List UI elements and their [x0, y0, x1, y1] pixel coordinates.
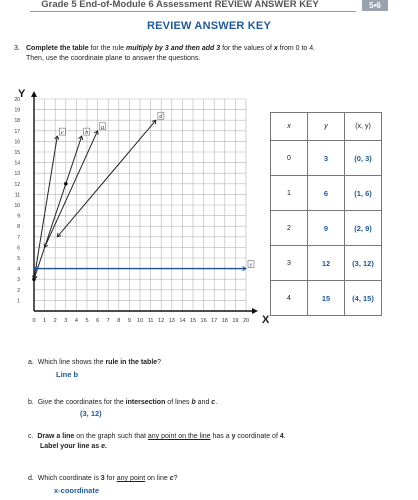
- instruction-text-3: from 0 to 4.: [277, 45, 316, 52]
- question-text: for: [104, 475, 117, 482]
- table-row: [271, 281, 382, 316]
- xy-table: [270, 112, 382, 316]
- x-tick-label: 11: [147, 318, 154, 324]
- y-tick-label: 18: [14, 118, 20, 125]
- answer-b: (3, 12): [80, 409, 102, 418]
- question-text: of lines: [165, 399, 192, 406]
- line-label: d: [159, 114, 163, 121]
- x-tick-label: 3: [64, 318, 68, 324]
- y-tick-label: 5: [17, 256, 20, 262]
- review-title: REVIEW ANSWER KEY: [146, 20, 271, 32]
- question-a: [28, 358, 161, 367]
- question-d: [28, 474, 178, 483]
- y-tick-label: 17: [14, 128, 20, 135]
- x-tick-label: 20: [242, 318, 250, 324]
- table-row: [271, 141, 382, 176]
- cell-y: 6: [308, 176, 345, 211]
- plot-lines: [32, 112, 254, 281]
- answer-a: Line b: [56, 370, 79, 379]
- question-text: ?: [173, 475, 178, 482]
- y-tick-label: 4: [17, 266, 20, 273]
- cell-pair: (2, 9): [345, 211, 382, 246]
- instruction-bold: Complete the table: [26, 45, 89, 52]
- x-tick-label: 4: [74, 318, 78, 324]
- line-e: [34, 261, 254, 271]
- question-bold: Label your line as: [40, 443, 102, 450]
- answer-d: x-coordinate: [54, 486, 100, 495]
- table-row: [271, 246, 382, 281]
- cell-x: 4: [271, 281, 308, 316]
- y-tick-label: 11: [14, 192, 20, 199]
- y-tick-label: 12: [14, 181, 20, 188]
- question-text: Which coordinate is: [37, 475, 101, 482]
- rule-part-1: multiply by 3: [125, 45, 169, 52]
- question-b: [28, 398, 217, 407]
- line-b: [33, 128, 90, 279]
- y-tick-label: 20: [14, 97, 20, 103]
- variable-x: x: [273, 45, 278, 52]
- cell-pair: (0, 3): [345, 141, 382, 176]
- line-label: c: [60, 130, 64, 137]
- y-tick-label: 7: [17, 234, 20, 241]
- question-text: has a: [210, 433, 232, 440]
- question-bold: Draw a line: [37, 433, 75, 440]
- table-header-row: [271, 113, 382, 141]
- problem-number: 3.: [14, 45, 20, 52]
- x-tick-label: 12: [158, 318, 165, 324]
- y-tick-label: 16: [14, 139, 20, 146]
- cell-y: 9: [308, 211, 345, 246]
- question-text: .: [283, 433, 286, 440]
- question-bold: 4: [279, 433, 284, 440]
- page-header: [0, 0, 418, 13]
- question-text: ?: [157, 359, 162, 366]
- x-tick-label: 8: [117, 318, 121, 324]
- cell-pair: (1, 6): [345, 176, 382, 211]
- x-tick-label: 0: [32, 318, 36, 324]
- y-axis-arrow: [31, 91, 37, 97]
- x-tick-label: 17: [211, 318, 218, 324]
- y-tick-label: 13: [14, 171, 20, 178]
- question-label: c.: [28, 433, 34, 440]
- cell-y: 15: [308, 281, 345, 316]
- problem-line-2: Then, use the coordinate plane to answer the questions.: [26, 55, 201, 62]
- question-bold: intersection: [125, 399, 166, 406]
- question-underline: any point on the line: [147, 433, 211, 440]
- x-tick-label: 6: [96, 318, 100, 324]
- module-badge: 5•6: [362, 0, 388, 11]
- line-c: [32, 128, 65, 279]
- x-tick-label: 14: [179, 318, 186, 324]
- series-line-a: [45, 131, 98, 248]
- x-tick-label: 7: [106, 318, 110, 324]
- line-ref-b: b: [191, 399, 196, 406]
- question-text: .: [215, 399, 218, 406]
- line-label: e: [249, 262, 253, 269]
- cell-x: 2: [271, 211, 308, 246]
- header-x: x: [271, 113, 308, 141]
- question-text: Which line shows the: [37, 359, 106, 366]
- line-ref-c: c: [211, 399, 216, 406]
- series-line-d: [57, 120, 156, 237]
- question-bold: 3: [100, 475, 105, 482]
- header-divider: [30, 11, 356, 12]
- y-tick-label: 10: [14, 203, 20, 209]
- line-label: a: [101, 124, 105, 131]
- x-tick-label: 16: [200, 318, 207, 324]
- x-tick-label: 10: [136, 318, 144, 324]
- x-tick-label: 1: [43, 318, 47, 324]
- cell-y: 12: [308, 246, 345, 281]
- question-label: d.: [28, 475, 34, 482]
- cell-y: 3: [308, 141, 345, 176]
- question-label: a.: [28, 359, 34, 366]
- line-label: b: [85, 130, 89, 137]
- x-tick-label: 5: [85, 318, 89, 324]
- cell-x: 0: [271, 141, 308, 176]
- cell-x: 1: [271, 176, 308, 211]
- x-tick-label: 15: [189, 318, 197, 324]
- y-axis-label: Y: [18, 88, 26, 100]
- y-tick-label: 2: [17, 287, 20, 294]
- cell-x: 3: [271, 246, 308, 281]
- y-tick-label: 8: [17, 224, 20, 231]
- question-text: on line: [145, 475, 170, 482]
- cell-pair: (3, 12): [345, 246, 382, 281]
- plotted-point: [64, 182, 68, 186]
- x-tick-label: 18: [221, 318, 228, 324]
- x-axis-label: X: [262, 314, 270, 326]
- x-tick-label: 19: [232, 318, 239, 324]
- question-text: Give the coordinates for the: [37, 399, 126, 406]
- line-ref-e: e: [101, 443, 105, 450]
- coordinate-plane: [0, 86, 280, 340]
- plotted-point: [32, 277, 36, 281]
- y-tick-label: 1: [17, 298, 20, 305]
- question-c-line-2: [40, 442, 107, 451]
- question-text: and: [195, 399, 212, 406]
- question-bold: .: [104, 443, 107, 450]
- plot-grid: [34, 99, 246, 311]
- cell-pair: (4, 15): [345, 281, 382, 316]
- header-pair: (x, y): [345, 113, 382, 141]
- question-bold: rule in the table: [105, 359, 158, 366]
- question-underline: any point: [116, 475, 146, 482]
- line-ref-c: c: [169, 475, 174, 482]
- x-tick-label: 13: [168, 318, 175, 324]
- x-tick-label: 2: [53, 318, 57, 324]
- y-tick-label: 3: [17, 277, 20, 284]
- y-tick-label: 19: [14, 107, 20, 114]
- rule-and: and: [168, 45, 186, 52]
- instruction-text: for the rule: [88, 45, 126, 52]
- question-bold: y: [231, 433, 236, 440]
- rule-part-2: then add 3: [185, 45, 221, 52]
- y-tick-label: 14: [14, 160, 20, 167]
- y-tick-label: 15: [14, 150, 20, 156]
- table-row: [271, 211, 382, 246]
- y-tick-label: 6: [17, 245, 20, 252]
- question-text: on the graph such that: [74, 433, 148, 440]
- x-axis-arrow: [252, 308, 258, 314]
- question-c: [28, 432, 286, 441]
- problem-line-1: [26, 44, 315, 54]
- instruction-text-2: for the values of: [220, 45, 274, 52]
- header-title: Grade 5 End-of-Module 6 Assessment REVIEW ANSWER KEY: [41, 0, 319, 10]
- question-label: b.: [28, 399, 34, 406]
- y-tick-label: 9: [17, 213, 20, 220]
- table-row: [271, 176, 382, 211]
- header-y: y: [308, 113, 345, 141]
- question-text: coordinate of: [235, 433, 280, 440]
- x-tick-label: 9: [127, 318, 131, 324]
